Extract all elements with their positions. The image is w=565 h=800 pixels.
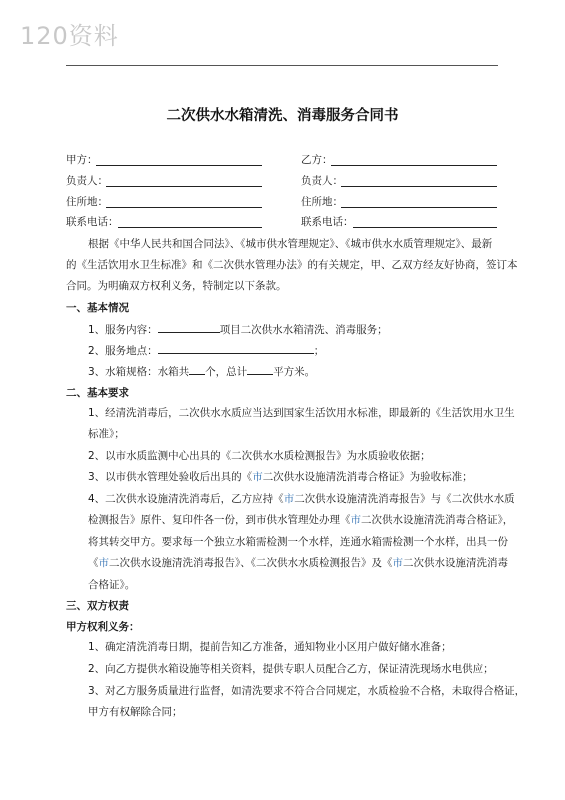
item-1-prefix: 1、服务内容：: [88, 324, 158, 336]
service-location-blank: [158, 342, 314, 354]
section-2-item-1-line-1: 1、经清洗消毒后，二次供水水质应当达到国家生活饮用水标准，即最新的《生活饮用水卫生: [88, 407, 515, 419]
item-4-l1-text-a: 4、二次供水设施清洗消毒后，乙方应持《: [88, 493, 284, 505]
section-1-heading: 一、基本情况: [66, 302, 129, 314]
preamble-line-2: 的《生活饮用水卫生标准》和《二次供水管理办法》的有关规定，甲、乙双方经友好协商，签订本: [66, 259, 518, 271]
party-a-responsible-blank: [106, 186, 262, 187]
party-b-phone-label: 联系电话：: [301, 216, 354, 228]
section-2-heading: 二、基本要求: [66, 387, 129, 399]
section-2-item-1-line-2: 标准》；: [88, 428, 125, 440]
item-4-l2-city-highlight: 市: [350, 514, 361, 526]
party-b-address-label: 住所地：: [301, 196, 343, 208]
section-2-item-3: [88, 470, 473, 484]
section-2-item-4-line-4: [88, 556, 508, 570]
header-divider: [66, 65, 498, 66]
section-2-item-4-line-2: [88, 513, 513, 527]
section-2-item-4-line-3: 将其转交甲方。要求每一个独立水箱需检测一个水样，连通水箱需检测一个水样，出具一份: [88, 536, 508, 548]
section-3-item-2: 2、向乙方提供水箱设施等相关资料，提供专职人员配合乙方，保证清洗现场水电供应；: [88, 663, 494, 675]
tank-area-blank: [247, 363, 273, 375]
preamble-line-1: 根据《中华人民共和国合同法》、《城市供水管理规定》、《城市供水水质管理规定》、最新: [88, 238, 493, 250]
item-4-l1-city-highlight: 市: [283, 493, 295, 505]
item-4-l2-text-c: 二次供水设施清洗消毒合格证》，: [361, 514, 514, 526]
party-a-phone-blank: [118, 227, 262, 228]
item-4-l4-text-e: 二次供水设施清洗消毒: [403, 557, 508, 569]
item-3-text-a: 3、以市供水管理处验收后出具的《: [88, 471, 253, 483]
party-b-phone-blank: [353, 227, 497, 228]
section-1-item-3: [88, 363, 315, 379]
section-3-item-1: 1、确定清洗消毒日期，提前告知乙方准备，通知物业小区用户做好储水准备；: [88, 641, 452, 653]
document-title: 二次供水水箱清洗、消毒服务合同书: [166, 108, 399, 124]
party-b-address-blank: [341, 207, 497, 208]
item-1-suffix: 项目二次供水水箱清洗、消毒服务；: [219, 324, 388, 336]
item-3-city-highlight: 市: [252, 471, 263, 483]
party-a-rights-subheading: 甲方权利义务：: [66, 621, 140, 633]
item-4-l2-text-a: 检测报告》原件、复印件各一份，到市供水管理处办理《: [88, 514, 351, 526]
section-3-item-3-line-1: 3、对乙方服务质量进行监督，如清洗要求不符合合同规定，水质检验不合格，未取得合格证，: [88, 685, 526, 697]
section-2-item-4-line-5: 合格证》。: [88, 579, 136, 591]
party-a-responsible-label: 负责人：: [66, 175, 108, 187]
item-2-suffix: ；: [313, 345, 325, 357]
section-2-item-4-line-1: [88, 492, 515, 506]
section-1-item-1: [88, 321, 388, 337]
party-a-address-label: 住所地：: [66, 196, 108, 208]
item-3-text-c: 二次供水设施清洗消毒合格证》为验收标准；: [262, 471, 473, 483]
item-2-prefix: 2、服务地点：: [88, 345, 158, 357]
party-b-label: 乙方：: [301, 154, 333, 166]
item-3-part-c: 平方米。: [273, 366, 316, 378]
party-a-phone-label: 联系电话：: [66, 216, 119, 228]
item-4-l4-city-highlight-1: 市: [98, 557, 109, 569]
item-3-part-a: 3、水箱规格：水箱共: [88, 366, 190, 378]
party-a-label: 甲方：: [66, 154, 98, 166]
section-2-item-2: 2、以市水质监测中心出具的《二次供水水质检测报告》为水质验收依据；: [88, 450, 431, 462]
preamble-line-3: 合同。为明确双方权利义务，特制定以下条款。: [66, 280, 287, 292]
item-4-l4-city-highlight-2: 市: [392, 557, 403, 569]
watermark-logo: 120资料: [20, 22, 119, 50]
item-4-l4-text-a: 《: [88, 557, 99, 569]
section-3-heading: 三、双方权责: [66, 600, 129, 612]
item-4-l1-text-c: 二次供水设施清洗消毒报告》与《二次供水水质: [294, 493, 515, 505]
party-a-blank: [96, 165, 262, 166]
section-1-item-2: [88, 342, 324, 358]
item-3-part-b: 个，总计: [205, 366, 248, 378]
tank-count-blank: [189, 363, 205, 375]
party-b-responsible-label: 负责人：: [301, 175, 343, 187]
party-b-responsible-blank: [341, 186, 497, 187]
section-3-item-3-line-2: 甲方有权解除合同；: [88, 706, 183, 718]
party-b-blank: [331, 165, 497, 166]
party-a-address-blank: [106, 207, 262, 208]
item-4-l4-text-c: 二次供水设施清洗消毒报告》、《二次供水水质检测报告》及《: [109, 557, 393, 569]
service-project-blank: [158, 321, 220, 333]
